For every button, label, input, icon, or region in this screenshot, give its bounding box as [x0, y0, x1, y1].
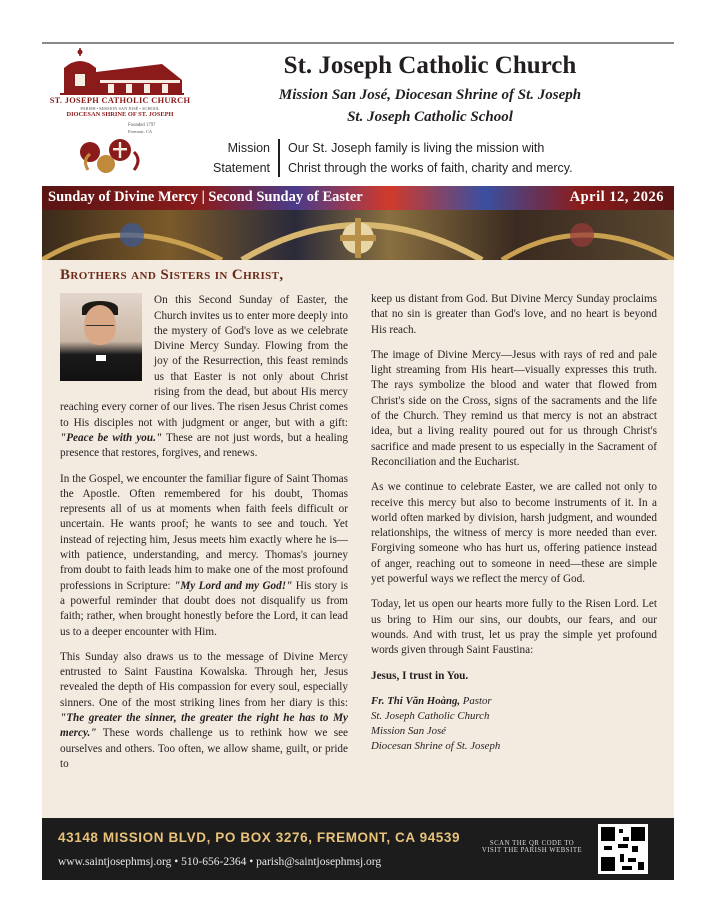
subtitle-mission: Mission San José, Diocesan Shrine of St. Joseph: [278, 87, 582, 103]
signature-line-2: St. Joseph Catholic Church: [371, 709, 490, 722]
letter-paragraph-2: [60, 472, 348, 640]
logo-tagline: PARISH • MISSION SAN JOSÉ • SCHOOL: [80, 106, 160, 111]
stained-glass-photo: [42, 210, 674, 260]
signature-line-4: Diocesan Shrine of St. Joseph: [371, 739, 501, 752]
mission-label: [206, 138, 270, 178]
mission-label-line2: Statement: [213, 161, 270, 175]
signature-line-3: Mission San José: [371, 724, 446, 737]
qr-caption: [472, 840, 592, 854]
letter-paragraph-1: [60, 293, 348, 461]
letter-column-left: [60, 268, 348, 782]
mission-line2: Christ through the works of faith, charity and mercy.: [288, 161, 573, 175]
mission-statement: [288, 138, 618, 178]
photo-ornament: [42, 210, 674, 260]
subtitle-school: St. Joseph Catholic School: [347, 109, 513, 125]
p1-quote: "Peace be with you.": [60, 431, 163, 444]
letter-paragraph-6: As we continue to celebrate Easter, we are called not only to receive this mercy but also to become instruments of it. In a world often marked by division, harsh judgment, and wounded relationships, the witness of mercy is more needed than ever. Forgiving someone who has hurt us, offering patience instead of anger, reaching out to someone in need—these are simple yet powerful ways we reflect the mercy of God.: [371, 481, 657, 586]
signature-name: Fr. Thi Văn Hoàng,: [371, 694, 461, 707]
p3-text: This Sunday also draws us to the message of Divine Mercy entrusted to Saint Faustina Kowalska. Through her, Jesus revealed the depth of His compassion for every soul, especially sinners. One of the most striking lines from her diary is this:: [60, 650, 348, 709]
letter-column-right: [371, 292, 657, 754]
portrait-glasses: [86, 319, 114, 326]
logo-church-name: ST. JOSEPH CATHOLIC CHURCH: [49, 96, 191, 105]
p2-end: His story is a powerful reminder that doubt does not disqualify us from faith; rather, when brought honestly before the Lord, it can lead us to a deeper encounter with Him.: [60, 579, 348, 638]
p3-end: These words challenge us to rethink how we see ourselves and others. Too often, we allow shame, guilt, or pride to: [60, 727, 348, 770]
letter-paragraph-5: The image of Divine Mercy—Jesus with rays of red and pale light streaming from His heart—visually expresses this truth. The rays symbolize the blood and water that flowed from Christ's side on the Cross, signs of the sacraments and the life of the Church. They remind us that mercy is not an abstract idea, but a living reality poured out for us through Christ's sacrifice and made present to us especially in the Sacrament of Reconciliation and the Eucharist.: [371, 348, 657, 468]
banner-date: April 12, 2026: [569, 189, 664, 205]
portrait-collar: [96, 355, 106, 361]
signature-title: Pastor: [460, 694, 492, 707]
mission-divider: [278, 139, 280, 177]
qr-caption-line2: VISIT THE PARISH WEBSITE: [481, 847, 583, 854]
mission-line1: Our St. Joseph family is living the mission with: [288, 141, 545, 155]
logo-city: Fremont, CA: [128, 129, 153, 134]
date-banner: [42, 186, 674, 210]
letter-greeting: Brothers and Sisters in Christ,: [60, 267, 284, 283]
pastor-portrait: [60, 293, 142, 381]
signature-block: [371, 694, 657, 754]
logo-founded: Founded 1797: [128, 123, 156, 128]
qr-code-icon[interactable]: [598, 824, 648, 874]
p1-text: On this Second Sunday of Easter, the Church invites us to enter more deeply into the mystery of God's love as we celebrate Divine Mercy Sunday. Flowing from the joy of the Resurrection, this feast reminds us that Easter is not only about Christ rising from the dead, but about His mercy reaching every corner of our lives. The risen Jesus Christ comes to His disciples not with judgment or anger, but with a gift:: [60, 294, 348, 429]
banner-title: Sunday of Divine Mercy | Second Sunday of Easter: [48, 189, 363, 205]
page-title: St. Joseph Catholic Church: [283, 52, 577, 79]
p2-text: In the Gospel, we encounter the familiar figure of Saint Thomas the Apostle. Often remembered for his doubt, Thomas represents all of us at moments when faith feels difficult or uncertain. He wants proof; he wants to see and touch. Yet instead of rejecting him, Jesus meets him exactly where he is—with patience, understanding, and mercy. Thomas's journey from doubt to faith leads him to make one of the most profound professions in Scripture:: [60, 472, 348, 592]
p2-quote: "My Lord and my God!": [174, 579, 293, 592]
mission-label-line1: Mission: [227, 141, 270, 155]
qr-caption-line1: SCAN THE QR CODE TO: [489, 840, 575, 847]
p3-quote: "The greater the sinner, the greater the right he has to My mercy.": [60, 712, 348, 740]
letter-paragraph-3: [60, 650, 348, 772]
footer-address: 43148 MISSION BLVD, PO BOX 3276, FREMONT, CA 94539: [58, 830, 461, 845]
signature-name-line: [371, 694, 657, 709]
footer-contact[interactable]: www.saintjosephmsj.org • 510-656-2364 • parish@saintjosephmsj.org: [58, 856, 382, 868]
prayer-text: Jesus, I trust in You.: [371, 669, 469, 682]
letter-paragraph-7: Today, let us open our hearts more fully to the Risen Lord. Let us bring to Him our sins, our doubts, our fears, and our wounds. And with trust, let us pray the simple yet profound words given through Saint Faustina:: [371, 598, 657, 657]
letter-paragraph-4: keep us distant from God. But Divine Mercy Sunday proclaims that no sin is greater than God's love, and no heart is beyond His reach.: [371, 293, 657, 336]
header-rule: [42, 42, 674, 44]
prayer-line: [371, 669, 657, 684]
footer: [42, 818, 674, 880]
logo-shrine: DIOCESAN SHRINE OF ST. JOSEPH: [66, 111, 174, 118]
p1-end: These are not just words, but a healing presence that restores, forgives, and renews.: [60, 431, 348, 460]
